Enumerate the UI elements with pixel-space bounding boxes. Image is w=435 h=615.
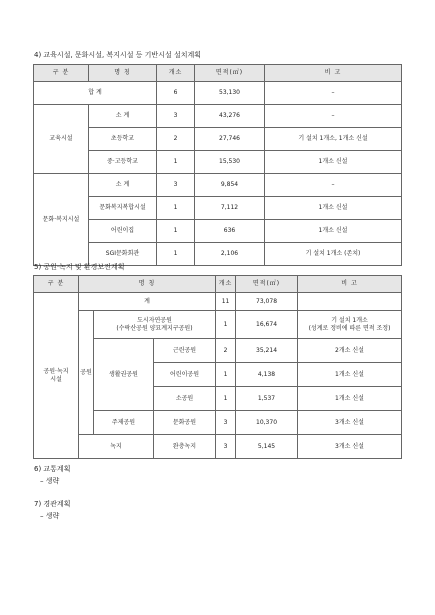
- total-label: 합 계: [34, 82, 157, 105]
- group-park-green: 공원·녹지 시설: [34, 293, 79, 459]
- row-area: 9,854: [195, 174, 265, 197]
- row-area: 15,530: [195, 151, 265, 174]
- total-note: [298, 293, 402, 311]
- row-name: 중·고등학교: [89, 151, 157, 174]
- living-park-label: 생활권공원: [94, 339, 154, 411]
- row-name: 도시자연공원 (수락산공원 양묘계지구공원): [94, 311, 216, 339]
- table-row: [34, 105, 402, 128]
- table-row: [34, 311, 402, 339]
- total-count: 6: [157, 82, 195, 105]
- table-header-row: [34, 276, 402, 293]
- total-row: [34, 293, 402, 311]
- facility-table: [33, 64, 402, 266]
- row-name: 소 계: [89, 105, 157, 128]
- row-area: 636: [195, 220, 265, 243]
- row-area: 10,370: [236, 411, 298, 435]
- row-count: 1: [157, 151, 195, 174]
- row-name: 문화복지복합시설: [89, 197, 157, 220]
- park-label: 공원: [79, 311, 94, 435]
- row-area: 2,106: [195, 243, 265, 266]
- row-area: 27,746: [195, 128, 265, 151]
- group-culture-welfare: 문화·복지시설: [34, 174, 89, 266]
- row-area: 16,674: [236, 311, 298, 339]
- col-header-count: 개소: [216, 276, 236, 293]
- row-note: 1개소 신설: [265, 151, 402, 174]
- row-count: 1: [216, 311, 236, 339]
- row-count: 2: [216, 339, 236, 363]
- table-row: [34, 197, 402, 220]
- row-area: 5,145: [236, 435, 298, 459]
- table-header-row: [34, 65, 402, 82]
- total-area: 73,078: [236, 293, 298, 311]
- row-count: 2: [157, 128, 195, 151]
- row-note: 1개소 신설: [265, 220, 402, 243]
- col-header-note: 비 고: [265, 65, 402, 82]
- theme-park-label: 주제공원: [94, 411, 154, 435]
- row-note: 기 설치 1개소 (성계로 정비에 따른 면적 조정): [298, 311, 402, 339]
- section5-heading: 5) 공원·녹지 및 환경보전계획: [34, 263, 125, 271]
- row-name: 문화공원: [154, 411, 216, 435]
- section6-body: – 생략: [40, 477, 60, 485]
- col-header-name: 명 칭: [79, 276, 216, 293]
- park-table: [33, 275, 402, 459]
- group-education: 교육시설: [34, 105, 89, 174]
- section4-heading: 4) 교육시설, 문화시설, 복지시설 등 기반시설 설치계획: [34, 51, 201, 59]
- row-count: 1: [157, 243, 195, 266]
- row-count: 3: [216, 435, 236, 459]
- row-count: 1: [216, 387, 236, 411]
- row-note: 기 설치 1개소 (존치): [265, 243, 402, 266]
- row-area: 1,537: [236, 387, 298, 411]
- total-label: 계: [79, 293, 216, 311]
- row-name: 완충녹지: [154, 435, 216, 459]
- col-header-area: 면적(㎡): [236, 276, 298, 293]
- row-name: 어린이집: [89, 220, 157, 243]
- col-header-count: 개소: [157, 65, 195, 82]
- row-note: 1개소 신설: [265, 197, 402, 220]
- total-count: 11: [216, 293, 236, 311]
- row-name: 소 계: [89, 174, 157, 197]
- row-note: 2개소 신설: [298, 339, 402, 363]
- row-note: –: [265, 174, 402, 197]
- table-row: [34, 151, 402, 174]
- row-area: 4,138: [236, 363, 298, 387]
- table-row: [34, 435, 402, 459]
- row-count: 1: [216, 363, 236, 387]
- row-name: SGI문화회관: [89, 243, 157, 266]
- row-area: 43,276: [195, 105, 265, 128]
- table-row: [34, 128, 402, 151]
- total-row: [34, 82, 402, 105]
- col-header-category: 구 분: [34, 65, 89, 82]
- col-header-name: 명 칭: [89, 65, 157, 82]
- row-count: 3: [157, 105, 195, 128]
- row-name: 초등학교: [89, 128, 157, 151]
- section6-heading: 6) 교통계획: [34, 465, 71, 473]
- col-header-category: 구 분: [34, 276, 79, 293]
- row-note: –: [265, 105, 402, 128]
- col-header-note: 비 고: [298, 276, 402, 293]
- green-label: 녹지: [79, 435, 154, 459]
- row-note: 3개소 신설: [298, 411, 402, 435]
- section7-heading: 7) 경관계획: [34, 500, 71, 508]
- section7-body: – 생략: [40, 512, 60, 520]
- row-count: 1: [157, 197, 195, 220]
- table-row: [34, 174, 402, 197]
- row-note: 기 설치 1개소, 1개소 신설: [265, 128, 402, 151]
- row-count: 3: [157, 174, 195, 197]
- row-note: 1개소 신설: [298, 363, 402, 387]
- row-name: 어린이공원: [154, 363, 216, 387]
- row-name: 근린공원: [154, 339, 216, 363]
- row-count: 3: [216, 411, 236, 435]
- col-header-area: 면적(㎡): [195, 65, 265, 82]
- row-area: 35,214: [236, 339, 298, 363]
- row-note: 3개소 신설: [298, 435, 402, 459]
- row-count: 1: [157, 220, 195, 243]
- total-note: –: [265, 82, 402, 105]
- row-note: 1개소 신설: [298, 387, 402, 411]
- table-row: [34, 220, 402, 243]
- row-name: 소공원: [154, 387, 216, 411]
- row-area: 7,112: [195, 197, 265, 220]
- total-area: 53,130: [195, 82, 265, 105]
